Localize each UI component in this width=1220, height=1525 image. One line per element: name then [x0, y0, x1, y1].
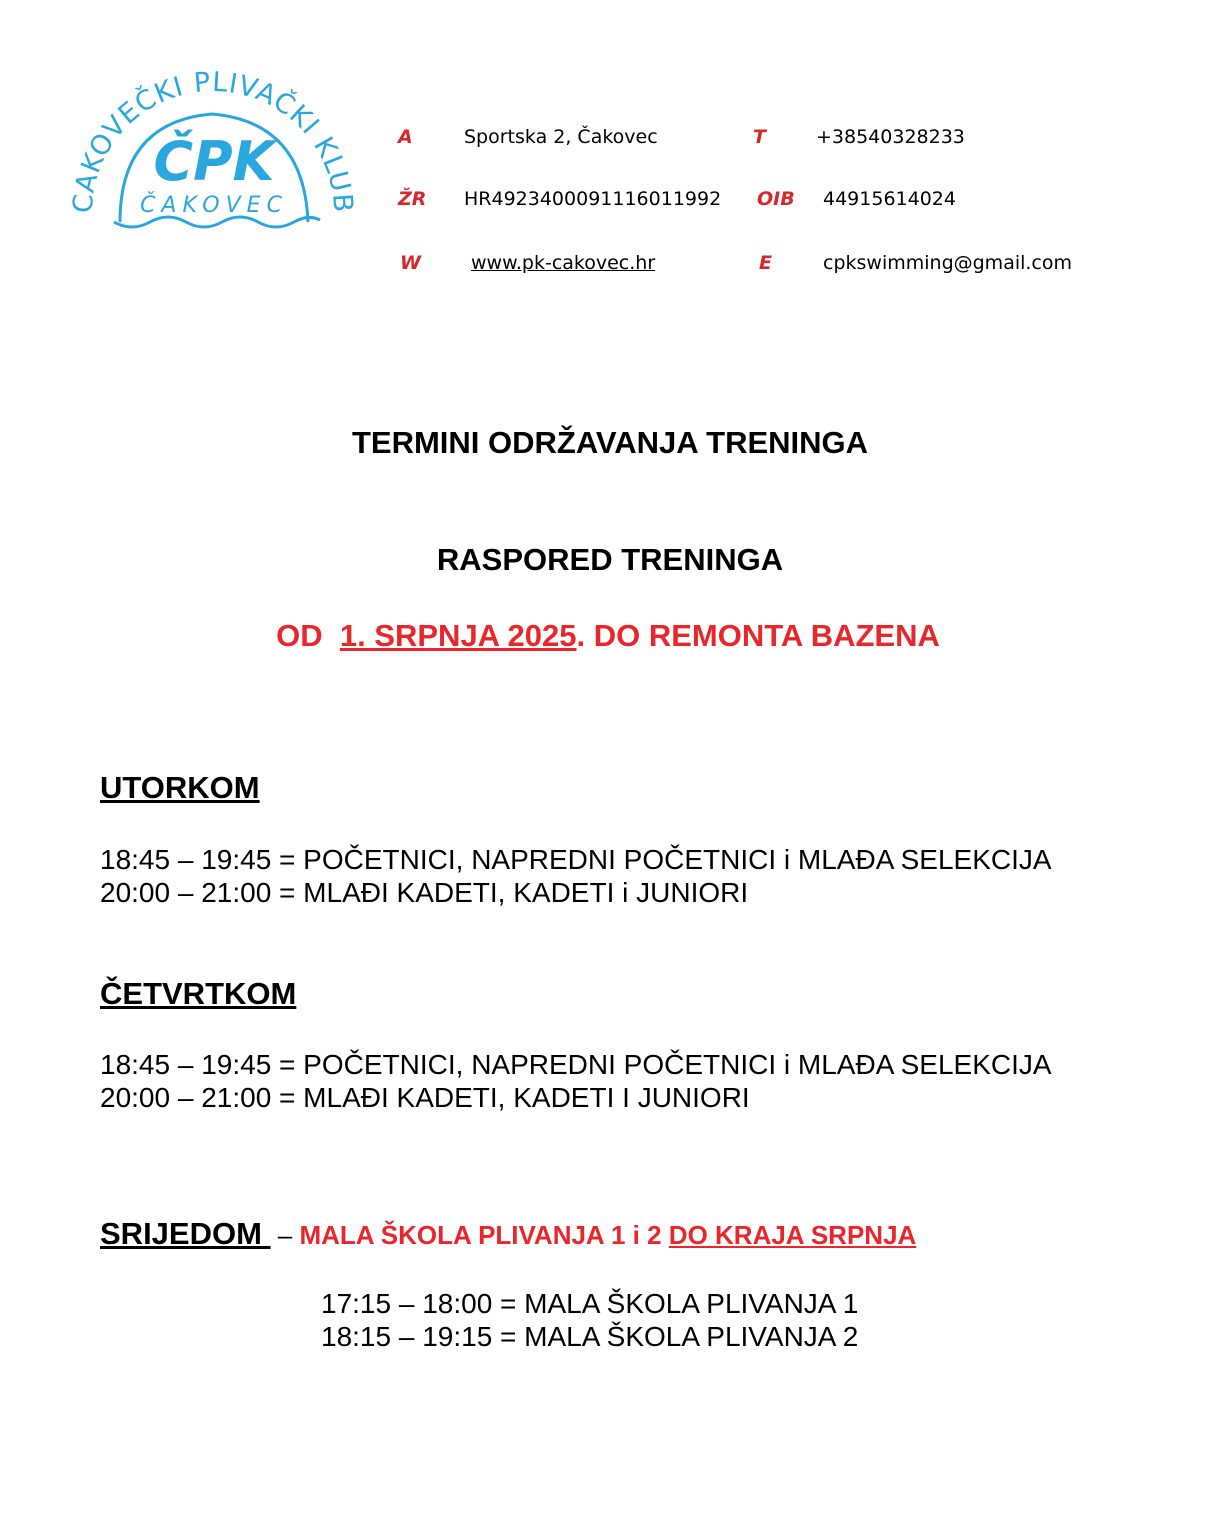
wednesday-line-1: 17:15 – 18:00 = MALA ŠKOLA PLIVANJA 1 — [321, 1288, 859, 1319]
address-label: A — [398, 126, 413, 148]
wednesday-dash: – — [270, 1220, 300, 1250]
main-heading: TERMINI ODRŽAVANJA TRENINGA — [351, 425, 869, 460]
day-heading-tuesday: UTORKOM — [100, 770, 260, 805]
logo-arc-text: AKOVEČKI PLIVAČKI KLUB — [72, 66, 357, 215]
period-date: 1. SRPNJA 2025 — [339, 618, 577, 653]
logo-city: ČAKOVEC — [140, 193, 288, 218]
phone-value: +38540328233 — [816, 126, 965, 148]
period-heading — [0, 618, 1218, 654]
period-suffix: . DO REMONTA BAZENA — [576, 618, 940, 653]
address-value: Sportska 2, Čakovec — [464, 126, 658, 148]
tuesday-line-1: 18:45 – 19:45 = POČETNICI, NAPREDNI POČETNICI i MLAĐA SELEKCIJA — [100, 844, 1052, 875]
oib-label: OIB — [757, 188, 795, 210]
period-prefix: OD — [276, 618, 340, 653]
iban-label: ŽR — [398, 188, 427, 210]
website-link[interactable]: www.pk-cakovec.hr — [471, 252, 656, 274]
wednesday-until: DO KRAJA SRPNJA — [668, 1220, 917, 1250]
phone-label: T — [753, 126, 766, 148]
tuesday-line-2: 20:00 – 21:00 = MLAĐI KADETI, KADETI i JUNIORI — [100, 877, 749, 908]
wednesday-line-2: 18:15 – 19:15 = MALA ŠKOLA PLIVANJA 2 — [321, 1321, 859, 1352]
day-heading-thursday: ČETVRTKOM — [100, 976, 297, 1011]
wednesday-heading-row — [100, 1216, 916, 1252]
thursday-line-2: 20:00 – 21:00 = MLAĐI KADETI, KADETI I JUNIORI — [100, 1082, 750, 1113]
club-logo-graphic — [72, 62, 357, 237]
iban-value: HR4923400091116011992 — [464, 188, 722, 210]
email-label: E — [759, 252, 772, 274]
email-value[interactable]: cpkswimming@gmail.com — [823, 252, 1073, 274]
sub-heading: RASPORED TRENINGA — [436, 542, 784, 577]
day-heading-wednesday: SRIJEDOM — [100, 1216, 271, 1251]
logo-abbr: ČPK — [153, 130, 275, 193]
oib-value: 44915614024 — [823, 188, 956, 210]
wednesday-note: MALA ŠKOLA PLIVANJA 1 i 2 — [299, 1220, 669, 1250]
web-label: W — [400, 252, 421, 274]
thursday-line-1: 18:45 – 19:45 = POČETNICI, NAPREDNI POČETNICI i MLAĐA SELEKCIJA — [100, 1049, 1052, 1080]
club-logo — [72, 62, 357, 237]
